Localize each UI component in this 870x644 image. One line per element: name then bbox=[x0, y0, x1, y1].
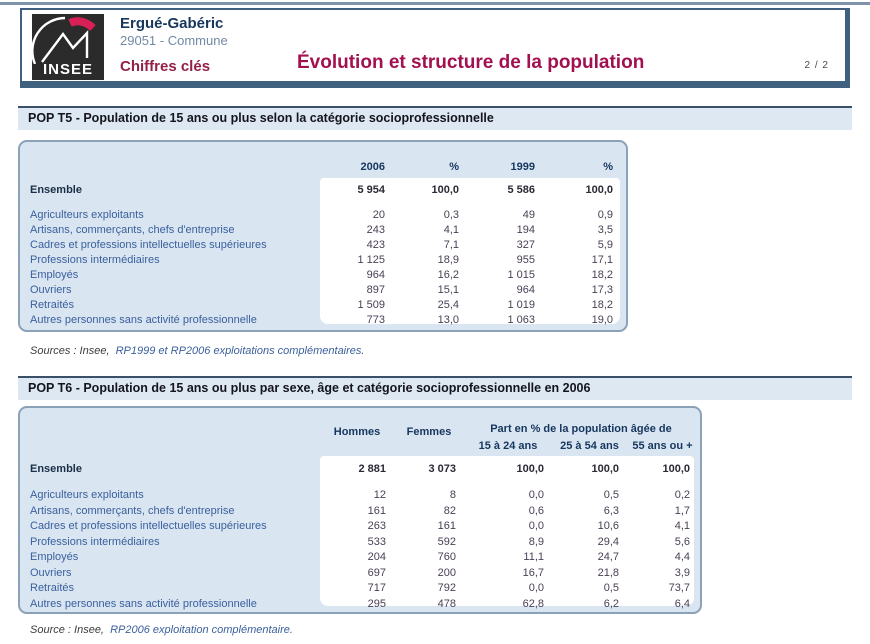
table-pop-t6 bbox=[18, 406, 702, 614]
cell-value: 13,0 bbox=[437, 314, 459, 326]
table-row bbox=[20, 519, 700, 535]
cell-value: 5 586 bbox=[507, 184, 535, 196]
table-total-row bbox=[20, 178, 626, 202]
section-bar-pop-t5 bbox=[18, 106, 852, 130]
cell-value: 100,0 bbox=[662, 463, 690, 475]
cell-value: 760 bbox=[437, 551, 456, 563]
cell-value: 2 881 bbox=[358, 463, 386, 475]
header-identity bbox=[120, 15, 228, 75]
cell-value: 4,1 bbox=[443, 224, 459, 236]
table-row bbox=[20, 268, 626, 283]
cell-value: 3,5 bbox=[597, 224, 613, 236]
cell-value: 295 bbox=[367, 597, 386, 610]
cell-value: 24,7 bbox=[597, 551, 619, 563]
table-row bbox=[20, 298, 626, 313]
cell-value: 1,7 bbox=[674, 504, 690, 517]
cell-value: 263 bbox=[367, 520, 386, 532]
cell-value: 1 509 bbox=[357, 299, 385, 311]
cell-value: 1 015 bbox=[507, 269, 535, 281]
row-label: Professions intermédiaires bbox=[30, 535, 160, 548]
cell-value: 10,6 bbox=[597, 520, 619, 532]
cell-value: 4,4 bbox=[674, 551, 690, 563]
cell-value: 964 bbox=[516, 284, 535, 296]
cell-value: 18,2 bbox=[591, 269, 613, 281]
table-row bbox=[20, 253, 626, 268]
cell-value: 897 bbox=[366, 284, 385, 296]
cell-value: 20 bbox=[372, 209, 385, 221]
row-label: Artisans, commerçants, chefs d'entreprise bbox=[30, 224, 235, 236]
table-header-row bbox=[20, 142, 626, 178]
row-label: Ensemble bbox=[30, 463, 82, 475]
table-row bbox=[20, 550, 700, 566]
cell-value: 100,0 bbox=[431, 184, 459, 196]
cell-value: 200 bbox=[437, 566, 456, 579]
source-detail: RP1999 et RP2006 exploitations complémentaires. bbox=[112, 345, 365, 357]
cell-value: 194 bbox=[516, 224, 535, 236]
table-row bbox=[20, 566, 700, 582]
cell-value: 100,0 bbox=[591, 463, 619, 475]
cell-value: 533 bbox=[367, 535, 386, 548]
cell-value: 16,2 bbox=[437, 269, 459, 281]
cell-value: 773 bbox=[366, 314, 385, 326]
cell-value: 25,4 bbox=[437, 299, 459, 311]
cell-value: 100,0 bbox=[585, 184, 613, 196]
source-prefix: Source : Insee, bbox=[30, 624, 108, 636]
cell-value: 204 bbox=[367, 551, 386, 563]
cell-value: 964 bbox=[366, 269, 385, 281]
row-label: Retraités bbox=[30, 299, 75, 311]
row-label: Retraités bbox=[30, 582, 75, 594]
cell-value: 1 125 bbox=[357, 254, 385, 266]
table-row bbox=[20, 208, 626, 223]
cell-value: 0,3 bbox=[443, 209, 459, 221]
table-row bbox=[20, 597, 700, 613]
table-row bbox=[20, 283, 626, 298]
column-group-header: Part en % de la population âgée de bbox=[490, 423, 672, 435]
insee-logo bbox=[32, 14, 104, 80]
cell-value: 478 bbox=[437, 597, 456, 610]
cell-value: 0,0 bbox=[528, 489, 544, 501]
cell-value: 697 bbox=[367, 566, 386, 579]
row-label: Agriculteurs exploitants bbox=[30, 489, 144, 501]
table-row bbox=[20, 238, 626, 253]
cell-value: 0,5 bbox=[603, 489, 619, 501]
top-rule bbox=[0, 2, 870, 5]
column-header-1999: 1999 bbox=[510, 161, 535, 173]
column-header-55-plus: 55 ans ou + bbox=[632, 439, 693, 452]
cell-value: 8 bbox=[449, 489, 456, 501]
section-title-pop-t5: POP T5 - Population de 15 ans ou plus selon la catégorie socioprofessionnelle bbox=[28, 111, 494, 125]
cell-value: 6,2 bbox=[603, 597, 619, 610]
table-pop-t5 bbox=[18, 140, 628, 332]
source-prefix: Sources : Insee, bbox=[30, 345, 113, 357]
column-header-25-54: 25 à 54 ans bbox=[560, 439, 619, 452]
section-title-pop-t6: POP T6 - Population de 15 ans ou plus par sexe, âge et catégorie socioprofessionnelle en 2006 bbox=[28, 381, 591, 395]
cell-value: 7,1 bbox=[443, 239, 459, 251]
row-label: Ouvriers bbox=[30, 284, 72, 296]
cell-value: 327 bbox=[516, 239, 535, 251]
cell-value: 5,9 bbox=[597, 239, 613, 251]
cell-value: 18,9 bbox=[437, 254, 459, 266]
cell-value: 5,6 bbox=[674, 535, 690, 548]
cell-value: 6,3 bbox=[603, 504, 619, 517]
row-label: Ouvriers bbox=[30, 566, 72, 579]
cell-value: 6,4 bbox=[674, 597, 690, 610]
insee-logo-text: INSEE bbox=[42, 61, 93, 78]
cell-value: 0,0 bbox=[528, 582, 544, 594]
row-label: Autres personnes sans activité professionnelle bbox=[30, 314, 257, 326]
cell-value: 18,2 bbox=[591, 299, 613, 311]
cell-value: 0,0 bbox=[528, 520, 544, 532]
cell-value: 423 bbox=[366, 239, 385, 251]
cell-value: 16,7 bbox=[522, 566, 544, 579]
cell-value: 5 954 bbox=[357, 184, 385, 196]
column-header-femmes: Femmes bbox=[406, 426, 452, 438]
cell-value: 0,6 bbox=[528, 504, 544, 517]
source-note-t5 bbox=[30, 345, 364, 357]
document-header bbox=[20, 8, 850, 88]
cell-value: 1 063 bbox=[507, 314, 535, 326]
column-header-pct-1999: % bbox=[603, 161, 613, 173]
cell-value: 0,5 bbox=[603, 582, 619, 594]
cell-value: 1 019 bbox=[507, 299, 535, 311]
table-row bbox=[20, 223, 626, 238]
cell-value: 21,8 bbox=[597, 566, 619, 579]
cell-value: 19,0 bbox=[591, 314, 613, 326]
cell-value: 17,1 bbox=[591, 254, 613, 266]
empty-corner-cell bbox=[20, 408, 320, 456]
cell-value: 3,9 bbox=[674, 566, 690, 579]
table-row bbox=[20, 313, 626, 328]
cell-value: 12 bbox=[373, 489, 386, 501]
cell-value: 8,9 bbox=[528, 535, 544, 548]
row-label: Ensemble bbox=[30, 184, 82, 196]
cell-value: 100,0 bbox=[516, 463, 544, 475]
cell-value: 161 bbox=[437, 520, 456, 532]
cell-value: 4,1 bbox=[674, 520, 690, 532]
table-row bbox=[20, 488, 700, 504]
row-label: Professions intermédiaires bbox=[30, 254, 160, 266]
cell-value: 0,9 bbox=[597, 209, 613, 221]
row-label: Employés bbox=[30, 269, 79, 281]
cell-value: 243 bbox=[366, 224, 385, 236]
table-total-row bbox=[20, 456, 700, 482]
column-header-pct-2006: % bbox=[449, 161, 459, 173]
section-bar-pop-t6 bbox=[18, 376, 852, 400]
cell-value: 17,3 bbox=[591, 284, 613, 296]
cell-value: 161 bbox=[367, 504, 386, 517]
cell-value: 955 bbox=[516, 254, 535, 266]
commune-name: Ergué-Gabéric bbox=[120, 15, 224, 32]
cell-value: 717 bbox=[367, 582, 386, 594]
row-label: Agriculteurs exploitants bbox=[30, 209, 144, 221]
table-row bbox=[20, 504, 700, 520]
cell-value: 29,4 bbox=[597, 535, 619, 548]
cell-value: 73,7 bbox=[668, 582, 690, 594]
row-label: Employés bbox=[30, 551, 79, 563]
cell-value: 592 bbox=[437, 535, 456, 548]
source-detail: RP2006 exploitation complémentaire. bbox=[107, 624, 293, 636]
column-header-2006: 2006 bbox=[360, 161, 385, 173]
cell-value: 0,2 bbox=[674, 489, 690, 501]
commune-code: 29051 - Commune bbox=[120, 33, 228, 49]
brand-label: Chiffres clés bbox=[120, 58, 211, 76]
table-row bbox=[20, 581, 700, 597]
cell-value: 15,1 bbox=[437, 284, 459, 296]
insee-logo-mark-icon bbox=[32, 14, 104, 64]
cell-value: 82 bbox=[443, 504, 456, 517]
column-header-15-24: 15 à 24 ans bbox=[478, 439, 538, 452]
cell-value: 792 bbox=[437, 582, 456, 594]
cell-value: 3 073 bbox=[428, 463, 456, 475]
cell-value: 11,1 bbox=[523, 551, 544, 563]
row-label: Cadres et professions intellectuelles supérieures bbox=[30, 239, 267, 251]
row-label: Cadres et professions intellectuelles supérieures bbox=[30, 520, 267, 532]
row-label: Artisans, commerçants, chefs d'entreprise bbox=[30, 504, 235, 517]
cell-value: 49 bbox=[522, 209, 535, 221]
page-number: 2 / 2 bbox=[804, 60, 829, 71]
table-header-row bbox=[20, 408, 700, 456]
page-title: Évolution et structure de la population bbox=[297, 52, 645, 73]
row-label: Autres personnes sans activité professionnelle bbox=[30, 597, 257, 610]
column-header-hommes: Hommes bbox=[333, 426, 381, 438]
source-note-t6 bbox=[30, 624, 293, 636]
cell-value: 62,8 bbox=[522, 597, 544, 610]
table-row bbox=[20, 535, 700, 551]
